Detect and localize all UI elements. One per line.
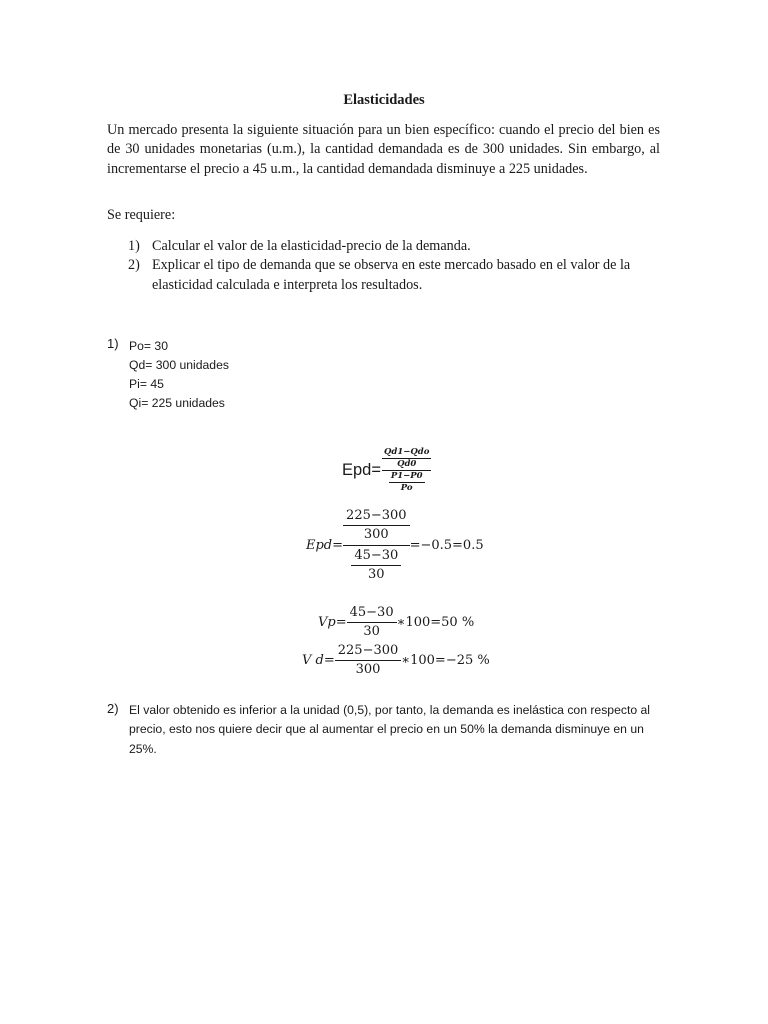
formula-lhs: Epd xyxy=(306,538,333,553)
list-item xyxy=(128,237,660,256)
fraction-denominator: 30 xyxy=(368,567,385,582)
equals-sign: = xyxy=(335,615,347,630)
fraction-numerator: 45−30 xyxy=(349,605,394,620)
requirements-list xyxy=(128,237,660,295)
top-fraction xyxy=(343,507,410,544)
fraction-denominator: 300 xyxy=(355,662,381,677)
data-line: Qd= 300 unidades xyxy=(129,358,229,372)
answer-1-number: 1) xyxy=(107,336,119,351)
answer-2-text: El valor obtenido es inferior a la unidad (0,5), por tanto, la demanda es inelástica con respecto al precio, esto nos quiere decir que al aumentar el precio en un 50% la demanda disminuye en un 25%. xyxy=(129,703,650,756)
page-title: Elasticidades xyxy=(343,92,425,108)
elasticity-calculation xyxy=(306,507,484,584)
fraction-numerator: P1−P0 xyxy=(390,470,423,481)
intro-paragraph: Un mercado presenta la siguiente situación para un bien específico: cuando el precio del bien es de 30 unidades monetarias (u.m.), la cantidad demandada es de 300 unidades. Sin embargo, al incrementarse el precio a 45 u.m., la cantidad demandada disminuye a 225 unidades. xyxy=(107,122,660,177)
list-number: 1) xyxy=(128,238,140,254)
fraction-numerator: Qd1−Qdo xyxy=(384,446,430,457)
list-text: Explicar el tipo de demanda que se observa en este mercado basado en el valor de la elasticidad calculada e interpreta los resultados. xyxy=(152,257,631,293)
outer-fraction xyxy=(382,447,431,494)
answer-2-number: 2) xyxy=(107,701,119,716)
fraction-denominator: 30 xyxy=(363,624,380,639)
formula-result: ∗100=50 % xyxy=(396,615,475,630)
fraction-numerator: 225−300 xyxy=(346,508,407,523)
fraction-numerator: 225−300 xyxy=(337,643,399,658)
demand-variation-formula xyxy=(302,642,490,679)
elasticity-formula xyxy=(342,444,431,496)
list-text: Calcular el valor de la elasticidad-precio de la demanda. xyxy=(152,238,471,254)
list-item xyxy=(128,256,660,295)
fraction-bar xyxy=(343,545,410,546)
formula-result: =−0.5=0.5 xyxy=(409,538,484,553)
fraction-denominator: Qd0 xyxy=(397,458,417,469)
equals-sign: = xyxy=(323,653,335,668)
top-fraction xyxy=(382,447,431,470)
fraction xyxy=(335,642,402,679)
data-line: Pi= 45 xyxy=(129,377,164,391)
price-variation-formula xyxy=(318,604,474,641)
equals-sign: = xyxy=(332,538,344,553)
list-number: 2) xyxy=(128,257,140,274)
bottom-fraction xyxy=(389,471,425,494)
fraction xyxy=(347,604,397,641)
requiere-label: Se requiere: xyxy=(107,207,176,223)
formula-lhs: Vp xyxy=(318,615,336,630)
formula-lhs: Epd= xyxy=(342,460,381,479)
fraction-denominator: 300 xyxy=(363,527,389,542)
formula-lhs: V d xyxy=(302,653,324,668)
fraction-denominator: Po xyxy=(400,482,413,493)
data-line: Po= 30 xyxy=(129,339,168,353)
formula-result: ∗100=−25 % xyxy=(401,653,490,668)
data-line: Qi= 225 unidades xyxy=(129,396,225,410)
fraction-numerator: 45−30 xyxy=(354,548,399,563)
bottom-fraction xyxy=(351,547,401,584)
given-data-list xyxy=(129,337,229,413)
outer-fraction xyxy=(343,507,410,584)
